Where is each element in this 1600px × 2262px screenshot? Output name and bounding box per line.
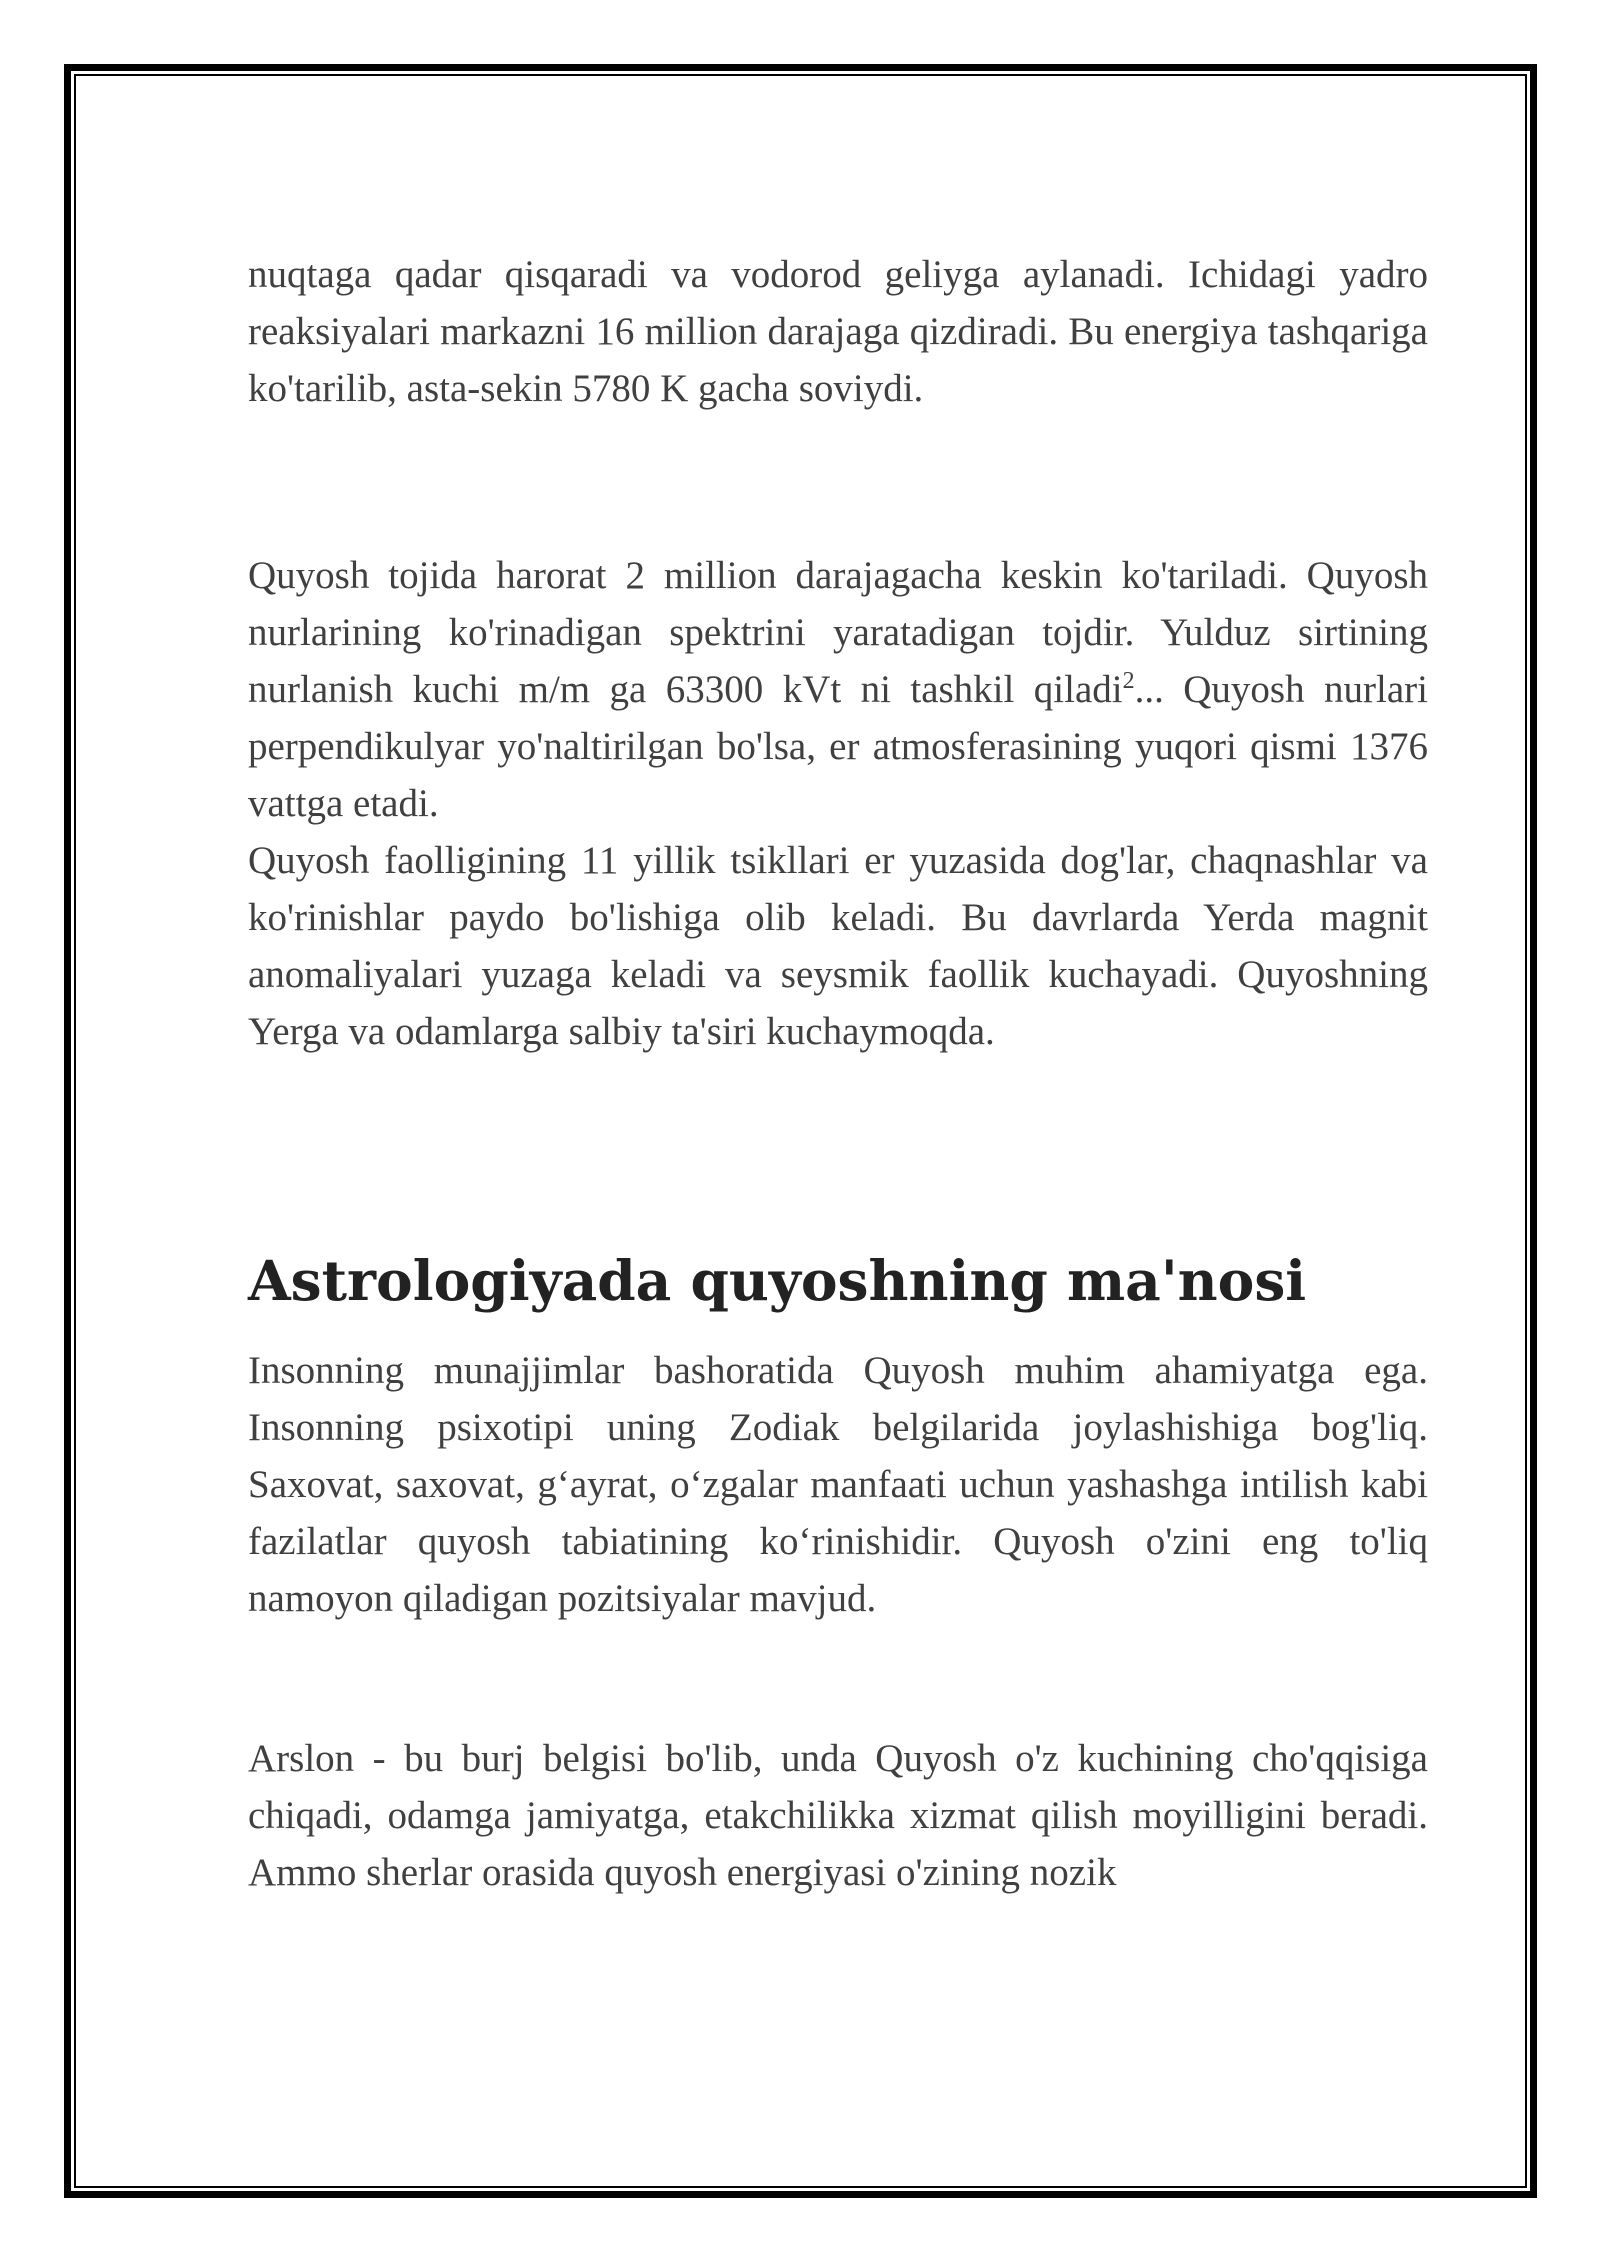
paragraph-solar-activity: Quyosh faolligining 11 yillik tsikllari er yuzasida dog'lar, chaqnashlar va ko'rinishlar paydo bo'lishiga olib keladi. Bu davrlarda Yerda magnit anomaliyalari yuzaga keladi va seysmik faollik kuchayadi. Quyoshning Yerga va odamlarga salbiy ta'siri kuchaymoqda.: [248, 839, 1428, 1053]
footnote-marker: 2: [1122, 668, 1135, 694]
paragraph-nuclear-reactions: nuqtaga qadar qisqaradi va vodorod geliyga aylanadi. Ichidagi yadro reaksiyalari markazni 16 million darajaga qizdiradi. Bu energiya tashqariga ko'tarilib, asta-sekin 5780 K gacha soviydi.: [248, 253, 1428, 410]
page-content: [248, 246, 1428, 1901]
paragraph-solar-corona: [248, 547, 1428, 832]
section-heading: Astrologiyada quyoshning ma'nosi: [248, 1248, 1307, 1313]
paragraph-leo: Arslon - bu burj belgisi bo'lib, unda Quyosh o'z kuchining cho'qqisiga chiqadi, odamga jamiyatga, etakchilikka xizmat qilish moyilligini beradi. Ammo sherlar orasida quyosh energiyasi o'zining nozik: [248, 1737, 1428, 1894]
paragraph-solar-corona-tail: ... Quyosh nurlari perpendikulyar yo'naltirilgan bo'lsa, er atmosferasining yuqori qismi 1376 vattga etadi.: [248, 668, 1428, 825]
paragraph-astrology-sun: Insonning munajjimlar bashoratida Quyosh muhim ahamiyatga ega. Insonning psixotipi uning Zodiak belgilarida joylashishiga bog'liq. Saxovat, saxovat, g‘ayrat, o‘zgalar manfaati uchun yashashga intilish kabi fazilatlar quyosh tabiatining ko‘rinishidir. Quyosh o'zini eng to'liq namoyon qiladigan pozitsiyalar mavjud.: [248, 1349, 1428, 1620]
paragraph-solar-corona-text: Quyosh tojida harorat 2 million darajagacha keskin ko'tariladi. Quyosh nurlarining ko'rinadigan spektrini yaratadigan tojdir. Yulduz sirtining nurlanish kuchi m/m ga 63300 kVt ni tashkil qiladi: [248, 554, 1428, 711]
